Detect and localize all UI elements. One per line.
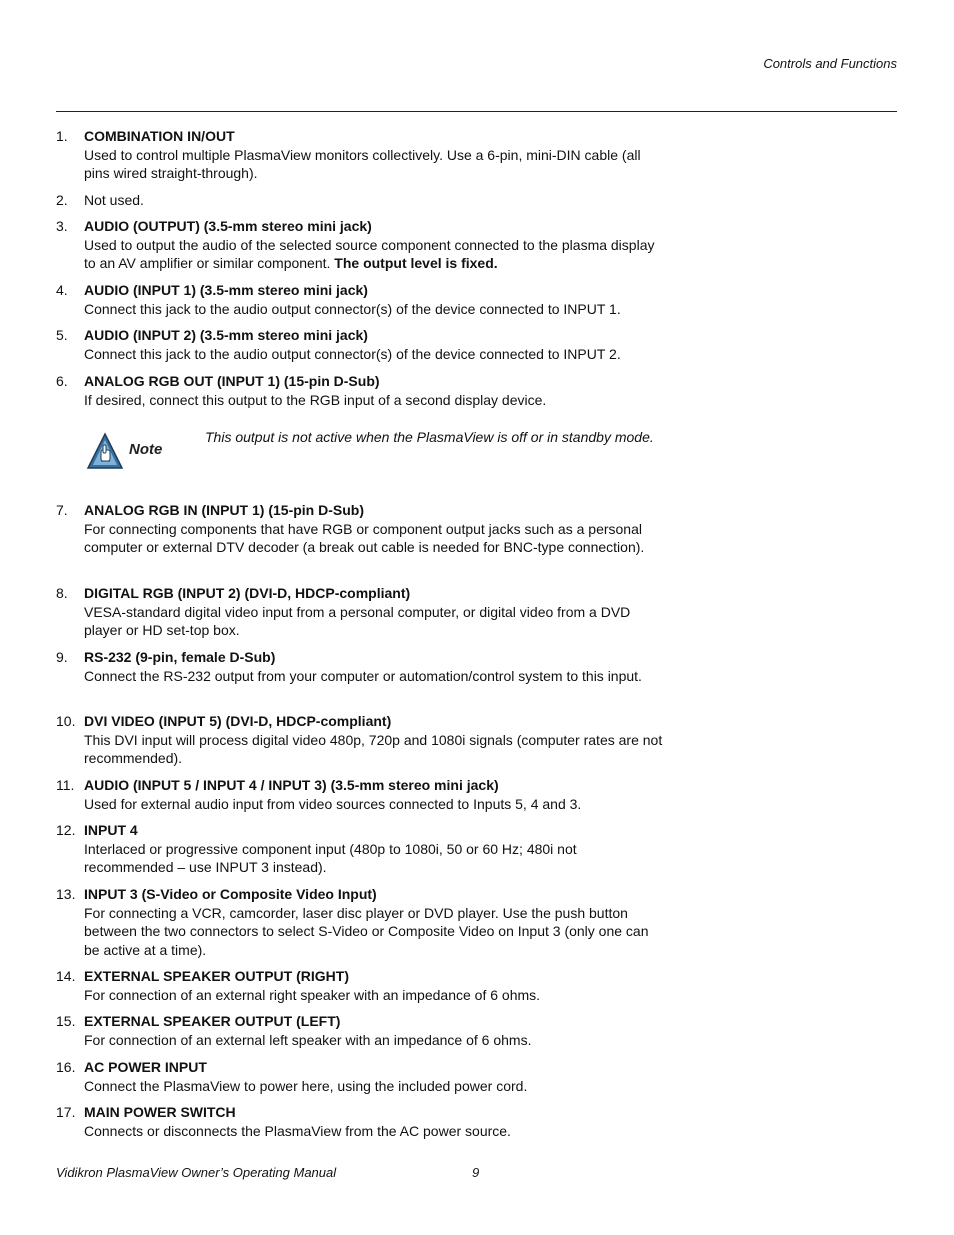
item-text: Not used. <box>84 192 144 208</box>
item-number: 8. <box>56 585 68 601</box>
note-label: Note <box>129 441 163 458</box>
item-title: AUDIO (INPUT 1) (3.5-mm stereo mini jack) <box>84 282 368 298</box>
item-description-text: Used to output the audio of the selected source component connected to the plasma display to an AV amplifier or similar component. <box>84 236 655 272</box>
item-title: AUDIO (OUTPUT) (3.5-mm stereo mini jack) <box>84 218 372 234</box>
item-title: EXTERNAL SPEAKER OUTPUT (RIGHT) <box>84 968 349 984</box>
item-description: Connect the RS-232 output from your computer or automation/control system to this input. <box>84 667 642 684</box>
item-title: AUDIO (INPUT 5 / INPUT 4 / INPUT 3) (3.5-mm stereo mini jack) <box>84 777 499 793</box>
item-number: 14. <box>56 968 76 984</box>
item-number: 9. <box>56 649 68 665</box>
item-number: 15. <box>56 1013 76 1029</box>
item-number: 12. <box>56 822 76 838</box>
item-number: 1. <box>56 128 68 144</box>
item-description: Connect the PlasmaView to power here, using the included power cord. <box>84 1077 528 1094</box>
item-title: RS-232 (9-pin, female D-Sub) <box>84 649 276 665</box>
item-description: Used to control multiple PlasmaView monitors collectively. Use a 6-pin, mini-DIN cable (all pins wired straight-through). <box>84 146 641 182</box>
page-number: 9 <box>472 1165 480 1180</box>
item-title: MAIN POWER SWITCH <box>84 1104 236 1120</box>
item-title: AC POWER INPUT <box>84 1059 207 1075</box>
item-title: DIGITAL RGB (INPUT 2) (DVI-D, HDCP-compliant) <box>84 585 411 601</box>
item-description: Connects or disconnects the PlasmaView from the AC power source. <box>84 1122 511 1139</box>
item-description: VESA-standard digital video input from a personal computer, or digital video from a DVD player or HD set-top box. <box>84 603 631 639</box>
item-title: EXTERNAL SPEAKER OUTPUT (LEFT) <box>84 1013 341 1029</box>
item-description: For connection of an external right speaker with an impedance of 6 ohms. <box>84 986 541 1003</box>
item-description: If desired, connect this output to the RGB input of a second display device. <box>84 391 547 408</box>
item-description: This DVI input will process digital video 480p, 720p and 1080i signals (computer rates are not recommended). <box>84 731 663 767</box>
item-number: 11. <box>56 777 75 793</box>
item-description <box>84 236 664 273</box>
item-number: 2. <box>56 192 68 208</box>
item-description: Connect this jack to the audio output connector(s) of the device connected to INPUT 1. <box>84 300 621 317</box>
item-title: INPUT 4 <box>84 822 138 838</box>
item-description: Connect this jack to the audio output connector(s) of the device connected to INPUT 2. <box>84 345 621 362</box>
item-number: 7. <box>56 502 68 518</box>
item-number: 4. <box>56 282 68 298</box>
item-number: 3. <box>56 218 68 234</box>
header-divider <box>56 111 897 112</box>
item-number: 10. <box>56 713 76 729</box>
item-description: For connecting a VCR, camcorder, laser disc player or DVD player. Use the push button between the two connectors to select S-Video or Composite Video on Input 3 (only one can be active at a time). <box>84 904 649 958</box>
note-text: This output is not active when the PlasmaView is off or in standby mode. <box>205 429 654 445</box>
item-description: For connection of an external left speaker with an impedance of 6 ohms. <box>84 1031 532 1048</box>
item-description: For connecting components that have RGB or component output jacks such as a personal computer or external DTV decoder (a break out cable is needed for BNC-type connection). <box>84 520 645 556</box>
item-description: Interlaced or progressive component input (480p to 1080i, 50 or 60 Hz; 480i not recommended – use INPUT 3 instead). <box>84 840 577 876</box>
item-title: ANALOG RGB OUT (INPUT 1) (15-pin D-Sub) <box>84 373 380 389</box>
item-title: ANALOG RGB IN (INPUT 1) (15-pin D-Sub) <box>84 502 364 518</box>
item-number: 6. <box>56 373 68 389</box>
footer-manual-title: Vidikron PlasmaView Owner’s Operating Manual <box>56 1165 337 1180</box>
item-title: INPUT 3 (S-Video or Composite Video Input) <box>84 886 377 902</box>
item-description: Used for external audio input from video sources connected to Inputs 5, 4 and 3. <box>84 795 582 812</box>
item-title: AUDIO (INPUT 2) (3.5-mm stereo mini jack) <box>84 327 368 343</box>
note-hand-icon <box>86 432 124 470</box>
item-number: 16. <box>56 1059 76 1075</box>
item-number: 17. <box>56 1104 76 1120</box>
item-title: DVI VIDEO (INPUT 5) (DVI-D, HDCP-compliant) <box>84 713 392 729</box>
item-title: COMBINATION IN/OUT <box>84 128 235 144</box>
item-number: 5. <box>56 327 68 343</box>
item-description-emphasis: The output level is fixed. <box>334 255 498 272</box>
running-header: Controls and Functions <box>763 56 897 71</box>
item-number: 13. <box>56 886 76 902</box>
